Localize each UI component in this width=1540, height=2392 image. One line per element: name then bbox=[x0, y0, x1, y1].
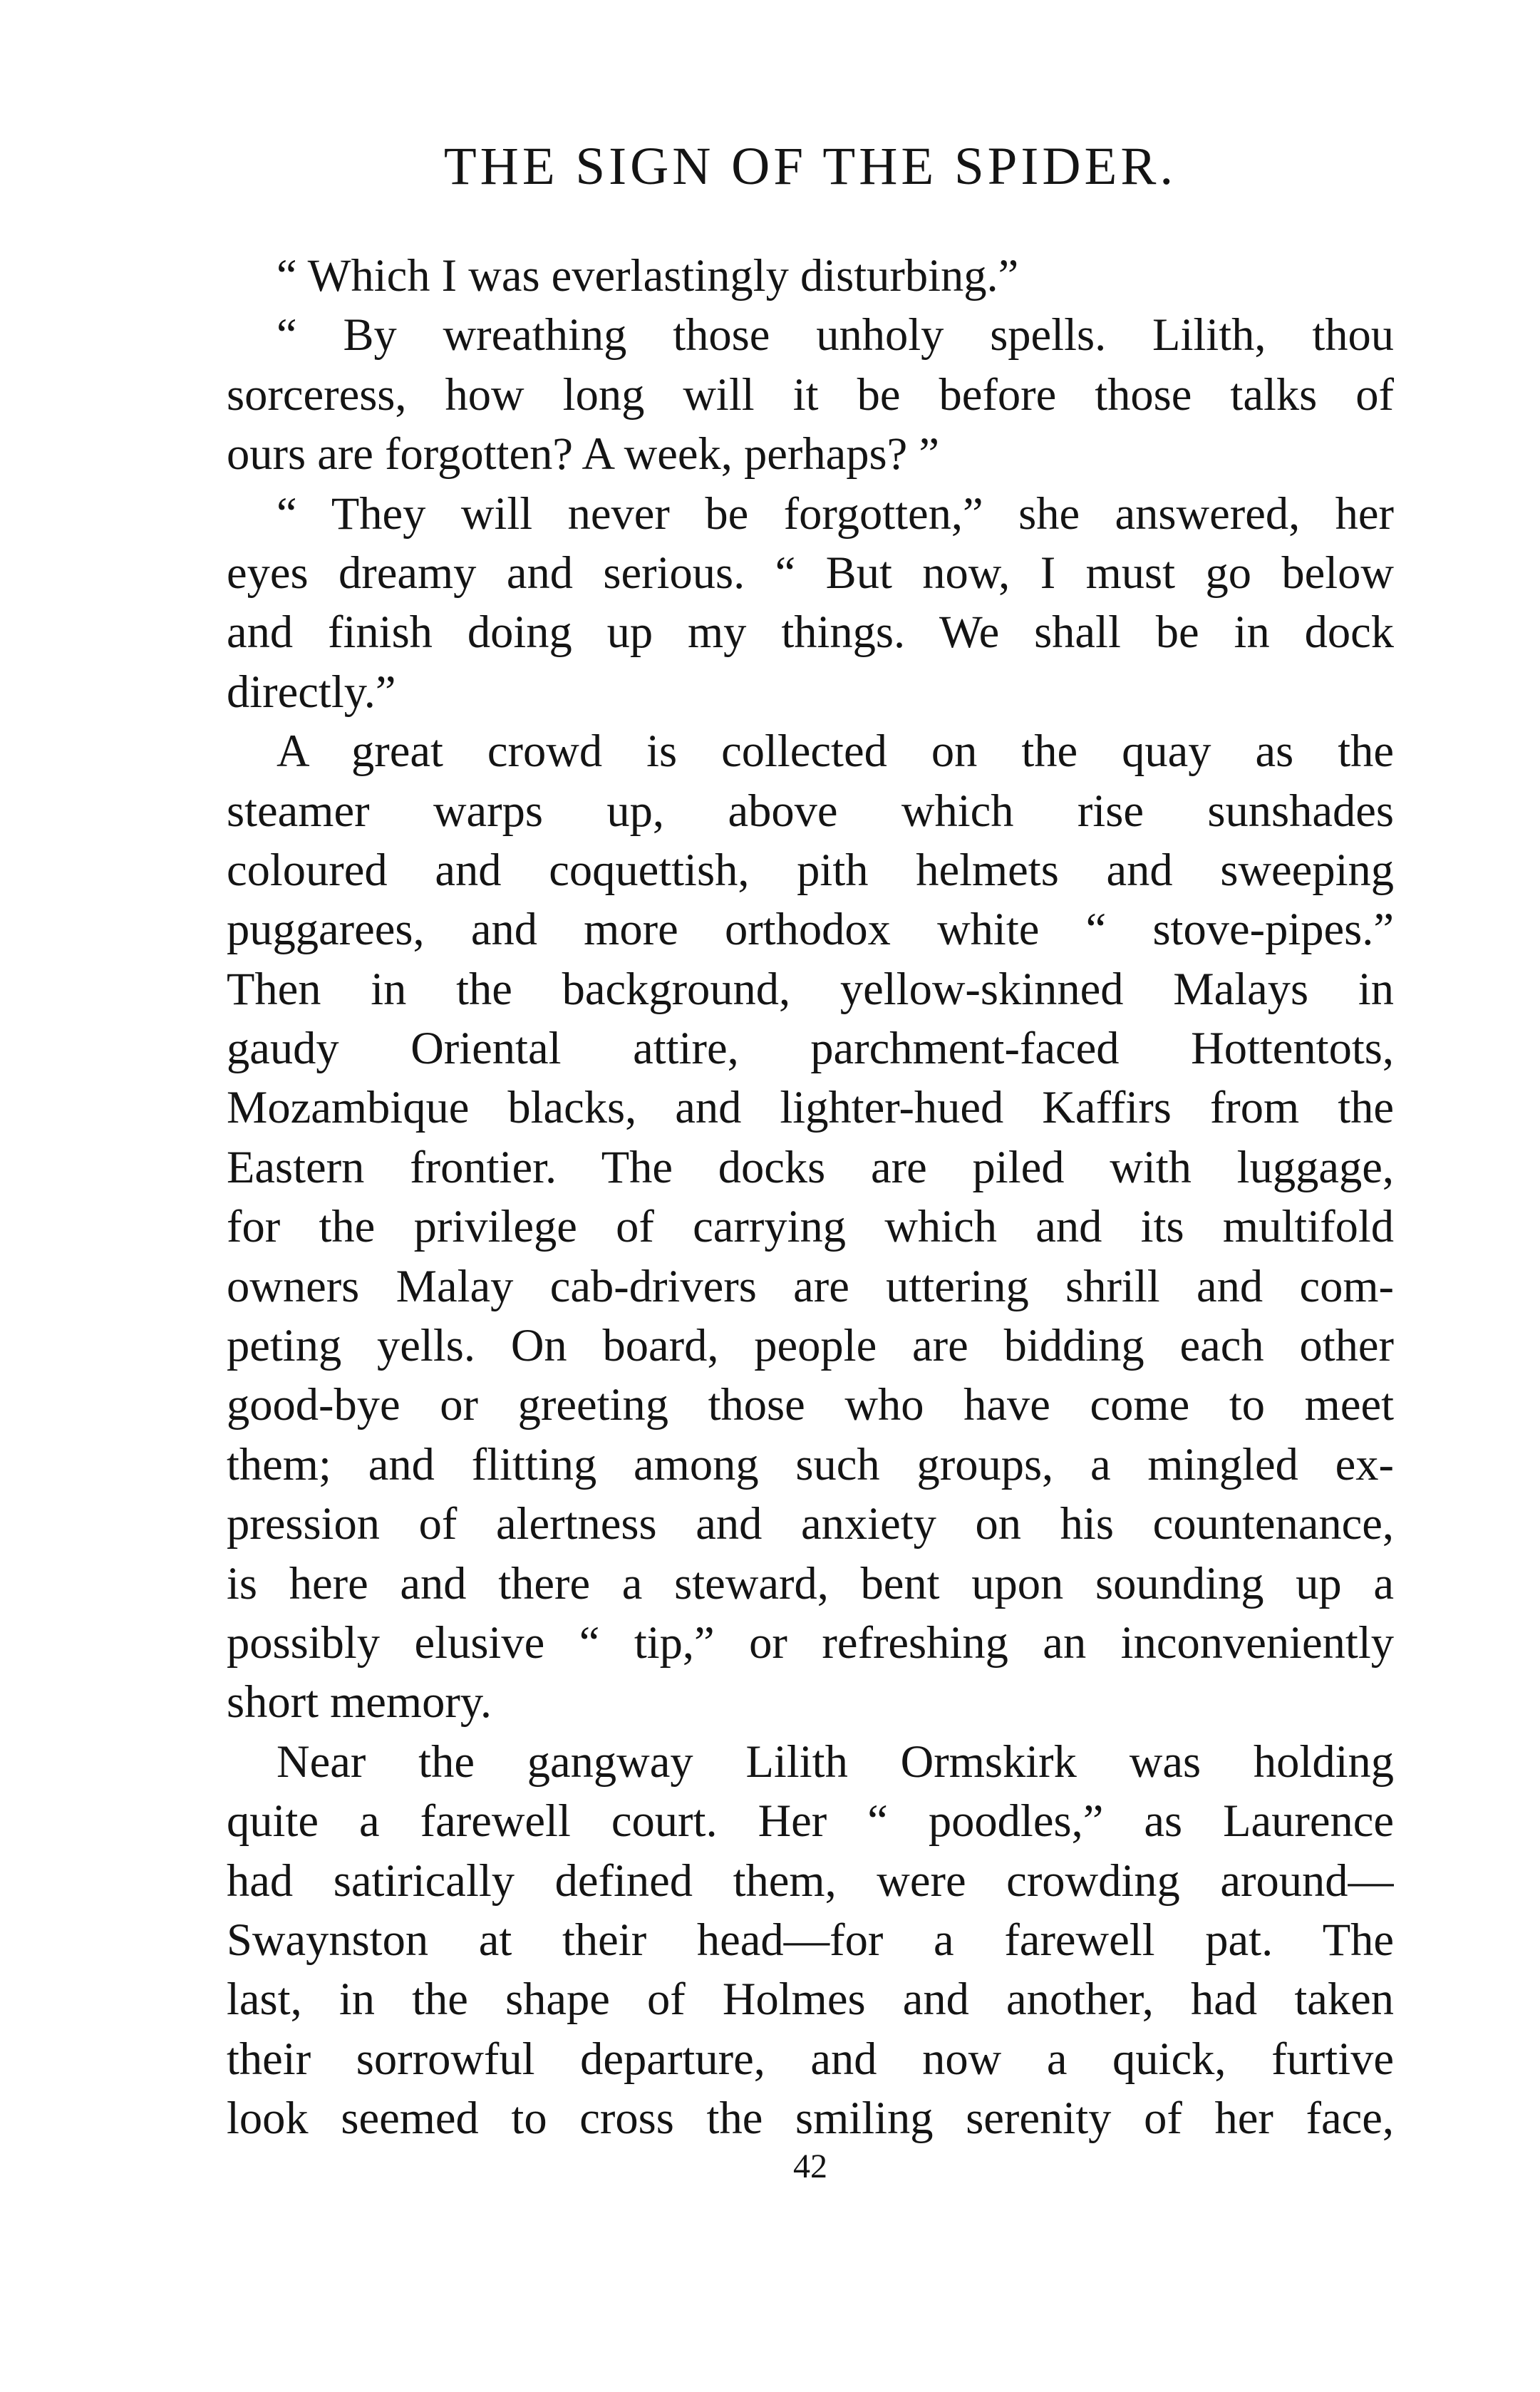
text-line: Swaynston at their head—for a farewell pat. The bbox=[227, 1914, 1394, 1965]
text-line: coloured and coquettish, pith helmets and sweeping bbox=[227, 844, 1394, 895]
text-line: Near the gangway Lilith Ormskirk was holding bbox=[277, 1736, 1394, 1787]
text-line: quite a farewell court. Her “ poodles,” as Laurence bbox=[227, 1795, 1394, 1847]
text-line: short memory. bbox=[227, 1676, 492, 1728]
text-line: Eastern frontier. The docks are piled with luggage, bbox=[227, 1141, 1394, 1192]
text-line: their sorrowful departure, and now a quick, furtive bbox=[227, 2033, 1394, 2084]
text-line: puggarees, and more orthodox white “ stove-pipes.” bbox=[227, 904, 1394, 955]
text-line: them; and flitting among such groups, a mingled ex- bbox=[227, 1438, 1394, 1490]
text-line: “ Which I was everlastingly disturbing.” bbox=[277, 250, 1019, 301]
text-line: had satirically defined them, were crowding around— bbox=[227, 1855, 1394, 1906]
text-line: “ By wreathing those unholy spells. Lilith, thou bbox=[277, 309, 1394, 361]
text-line: look seemed to cross the smiling serenity of her face, bbox=[227, 2093, 1394, 2144]
page-number: 42 bbox=[793, 2148, 827, 2185]
text-line: owners Malay cab-drivers are uttering shrill and com- bbox=[227, 1260, 1394, 1311]
text-line: steamer warps up, above which rise sunshades bbox=[227, 785, 1394, 836]
text-line: Then in the background, yellow-skinned Malays in bbox=[227, 963, 1394, 1014]
text-line: eyes dreamy and serious. “ But now, I must go below bbox=[227, 547, 1394, 598]
text-line: good-bye or greeting those who have come to meet bbox=[227, 1379, 1394, 1430]
text-line: peting yells. On board, people are bidding each other bbox=[227, 1320, 1394, 1371]
text-line: and finish doing up my things. We shall be in dock bbox=[227, 607, 1394, 658]
text-line: is here and there a steward, bent upon sounding up a bbox=[227, 1557, 1394, 1609]
text-line: A great crowd is collected on the quay as the bbox=[277, 726, 1394, 777]
text-line: Mozambique blacks, and lighter-hued Kaffirs from the bbox=[227, 1082, 1394, 1133]
running-head: THE SIGN OF THE SPIDER. bbox=[443, 137, 1177, 196]
text-line: sorceress, how long will it be before those talks of bbox=[227, 368, 1394, 420]
text-line: possibly elusive “ tip,” or refreshing an inconveniently bbox=[227, 1617, 1394, 1668]
text-line: last, in the shape of Holmes and another, had taken bbox=[227, 1974, 1394, 2025]
text-line: gaudy Oriental attire, parchment-faced Hottentots, bbox=[227, 1023, 1394, 1074]
text-line: ours are forgotten? A week, perhaps? ” bbox=[227, 428, 939, 480]
text-line: pression of alertness and anxiety on his countenance, bbox=[227, 1498, 1394, 1550]
body-text bbox=[227, 246, 1394, 2148]
text-line: for the privilege of carrying which and its multifold bbox=[227, 1201, 1394, 1252]
text-line: directly.” bbox=[227, 666, 396, 717]
book-page bbox=[227, 0, 1394, 2392]
text-line: “ They will never be forgotten,” she answered, her bbox=[277, 488, 1394, 539]
